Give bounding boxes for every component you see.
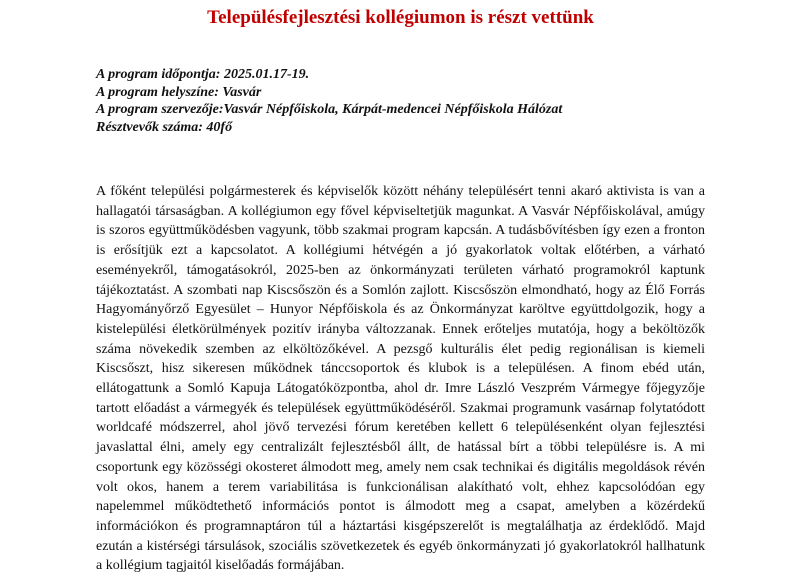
program-organizer: A program szervezője:Vasvár Népfőiskola, Kárpát-medencei Népfőiskola Hálózat	[96, 102, 563, 117]
participant-count: Résztvevők száma: 40fő	[96, 119, 233, 135]
program-details	[96, 66, 736, 136]
document-title: Településfejlesztési kollégiumon is részt vettünk	[207, 7, 594, 28]
article-body: A főként települési polgármesterek és képviselők között néhány településért tenni akaró aktivista is van a hallagatói társaságban. A kollégiumon egy fővel képviseltetjük magunkat. A Vasvár Népfőiskolával, amúgy is szoros együttműködésben vagyunk, több szakmai program kapcsán. A tudásbővítésben így ezen a fronton is erősítjük ezt a kapcsolatot. A kollégiumi hétvégén a jó gyakorlatok voltak előtérben, a várható eseményekről, támogatásokról, 2025-ben az önkormányzati területen várható programokról kaptunk tájékoztatást. A szombati nap Kiscsőszön és a Somlón zajlott. Kiscsőszön elmondható, hogy az Élő Forrás Hagyományőrző Egyesület – Hunyor Népfőiskola és az Önkormányzat karöltve együttdolgozik, hogy a kistelepülési életkörülmények pozitív irányba változzanak. Ennek erőteljes mutatója, hogy a beköltözők száma növekedik szemben az elköltözőkével. A pezsgő kulturális élet pedig regionálisan is kiemeli Kiscsőszt, hisz sikeresen működnek tánccsoportok és klubok is a településen. A finom ebéd után, ellátogattunk a Somló Kapuja Látogatóközpontba, ahol dr. Imre László Veszprém Vármegye főjegyzője tartott előadást a vármegyék és települések együttműködéséről. Szakmai programunk vasárnap folytatódott worldcafé módszerrel, ahol jövő tervezési fórum keretében kellett 6 településenként olyan fejlesztési javaslattal élni, amely egy centralizált fejlesztésből állt, de hatással bírt a többi településre is. A mi csoportunk egy közösségi okosteret álmodott meg, amely nem csak technikai és digitális megoldások révén volt okos, hanem a terem variabilitása is funkcionálisan alakítható volt, ehhez kapcsolódóan egy napelemmel működtethető információs pontot is álmodott meg a csapat, amelyben a közérdekű információkon és programnaptáron túl a háztartási kisgépszerelőt is megtalálhatja az érdeklődő. Majd ezután a kistérségi társulások, szociális szövetkezetek és egyéb önkormányzati jó gyakorlatokról hallhatunk a kollégium tagjaitól kiselőadás formájában.	[96, 184, 705, 574]
program-date: A program időpontja: 2025.01.17-19.	[96, 67, 310, 82]
program-location: A program helyszíne: Vasvár	[96, 84, 262, 100]
